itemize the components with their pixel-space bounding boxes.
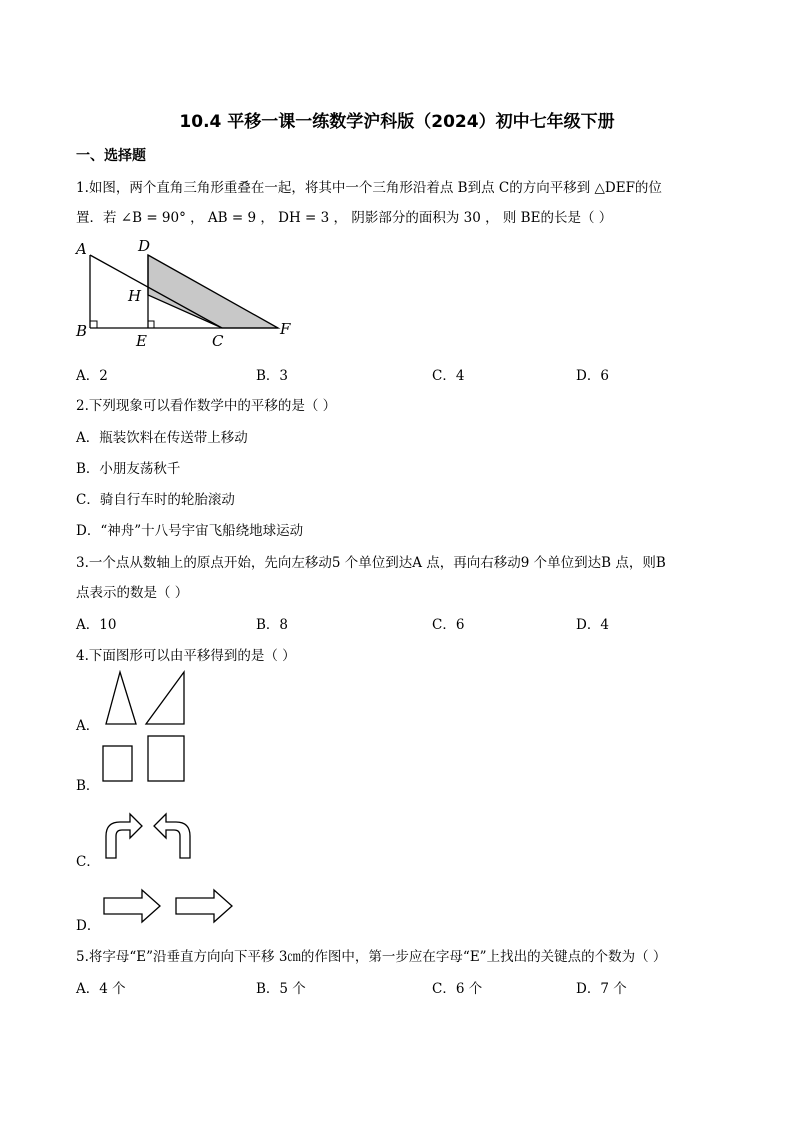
q4-option-b-squares (100, 734, 190, 786)
q4-option-d-right-arrows (100, 886, 240, 926)
q4-option-c-label: C． (76, 854, 100, 870)
q4-option-d-label: D． (76, 918, 101, 934)
q2-option-d: D．“神舟”十八号宇宙飞船绕地球运动 (76, 523, 304, 539)
q4-stem: 4.下面图形可以由平移得到的是（ ） (76, 648, 296, 664)
q4-option-a-label: A． (76, 718, 100, 734)
label-B: B (76, 322, 88, 340)
q2-option-a: A．瓶装饮料在传送带上移动 (76, 430, 248, 446)
q3-option-c: C．6 (432, 617, 465, 633)
q2-option-b: B．小朋友荡秋千 (76, 461, 181, 477)
label-F: F (280, 320, 291, 338)
q4-option-a-triangles (100, 670, 190, 728)
q5-option-d: D．7 个 (576, 981, 627, 997)
q1-option-d: D．6 (576, 368, 609, 384)
q5-option-b: B．5 个 (256, 981, 306, 997)
q2-stem: 2.下列现象可以看作数学中的平移的是（ ） (76, 398, 337, 414)
q5-stem: 5.将字母“E”沿垂直方向向下平移 3㎝的作图中，第一步应在字母“E”上找出的关键点的个数为（ ） (76, 949, 667, 965)
q5-option-c: C．6 个 (432, 981, 483, 997)
label-C: C (212, 332, 224, 350)
q1-option-b: B．3 (256, 368, 289, 384)
q5-option-a: A．4 个 (76, 981, 126, 997)
q1-triangle-figure (72, 236, 302, 352)
q3-option-d: D．4 (576, 617, 609, 633)
q3-option-b: B．8 (256, 617, 289, 633)
q3-stem-line2: 点表示的数是（ ） (76, 585, 189, 601)
q3-option-a: A．10 (76, 617, 117, 633)
q1-option-a: A．2 (76, 368, 108, 384)
label-H: H (128, 287, 142, 305)
page-title: 10.4 平移一课一练数学沪科版（2024）初中七年级下册 (179, 112, 615, 132)
label-D: D (138, 237, 151, 255)
q1-option-c: C．4 (432, 368, 465, 384)
label-A: A (76, 240, 87, 258)
q4-option-b-label: B． (76, 778, 100, 794)
section-heading: 一、选择题 (76, 148, 146, 164)
shaded-quadrilateral (148, 255, 278, 328)
q3-stem-line1: 3.一个点从数轴上的原点开始，先向左移动5 个单位到达A 点，再向右移动9 个单位到达B 点，则B (76, 555, 666, 571)
q2-option-c: C．骑自行车时的轮胎滚动 (76, 492, 235, 508)
q4-option-c-turn-arrows (100, 806, 196, 864)
label-E: E (136, 332, 147, 350)
q1-stem-line1: 1.如图，两个直角三角形重叠在一起，将其中一个三角形沿着点 B到点 C的方向平移到 △DEF的位 (76, 180, 662, 196)
q1-stem-line2: 置．若 ∠B = 90° ， AB = 9 ， DH = 3 ， 阴影部分的面积为 30 ， 则 BE的长是（ ） (76, 210, 613, 226)
